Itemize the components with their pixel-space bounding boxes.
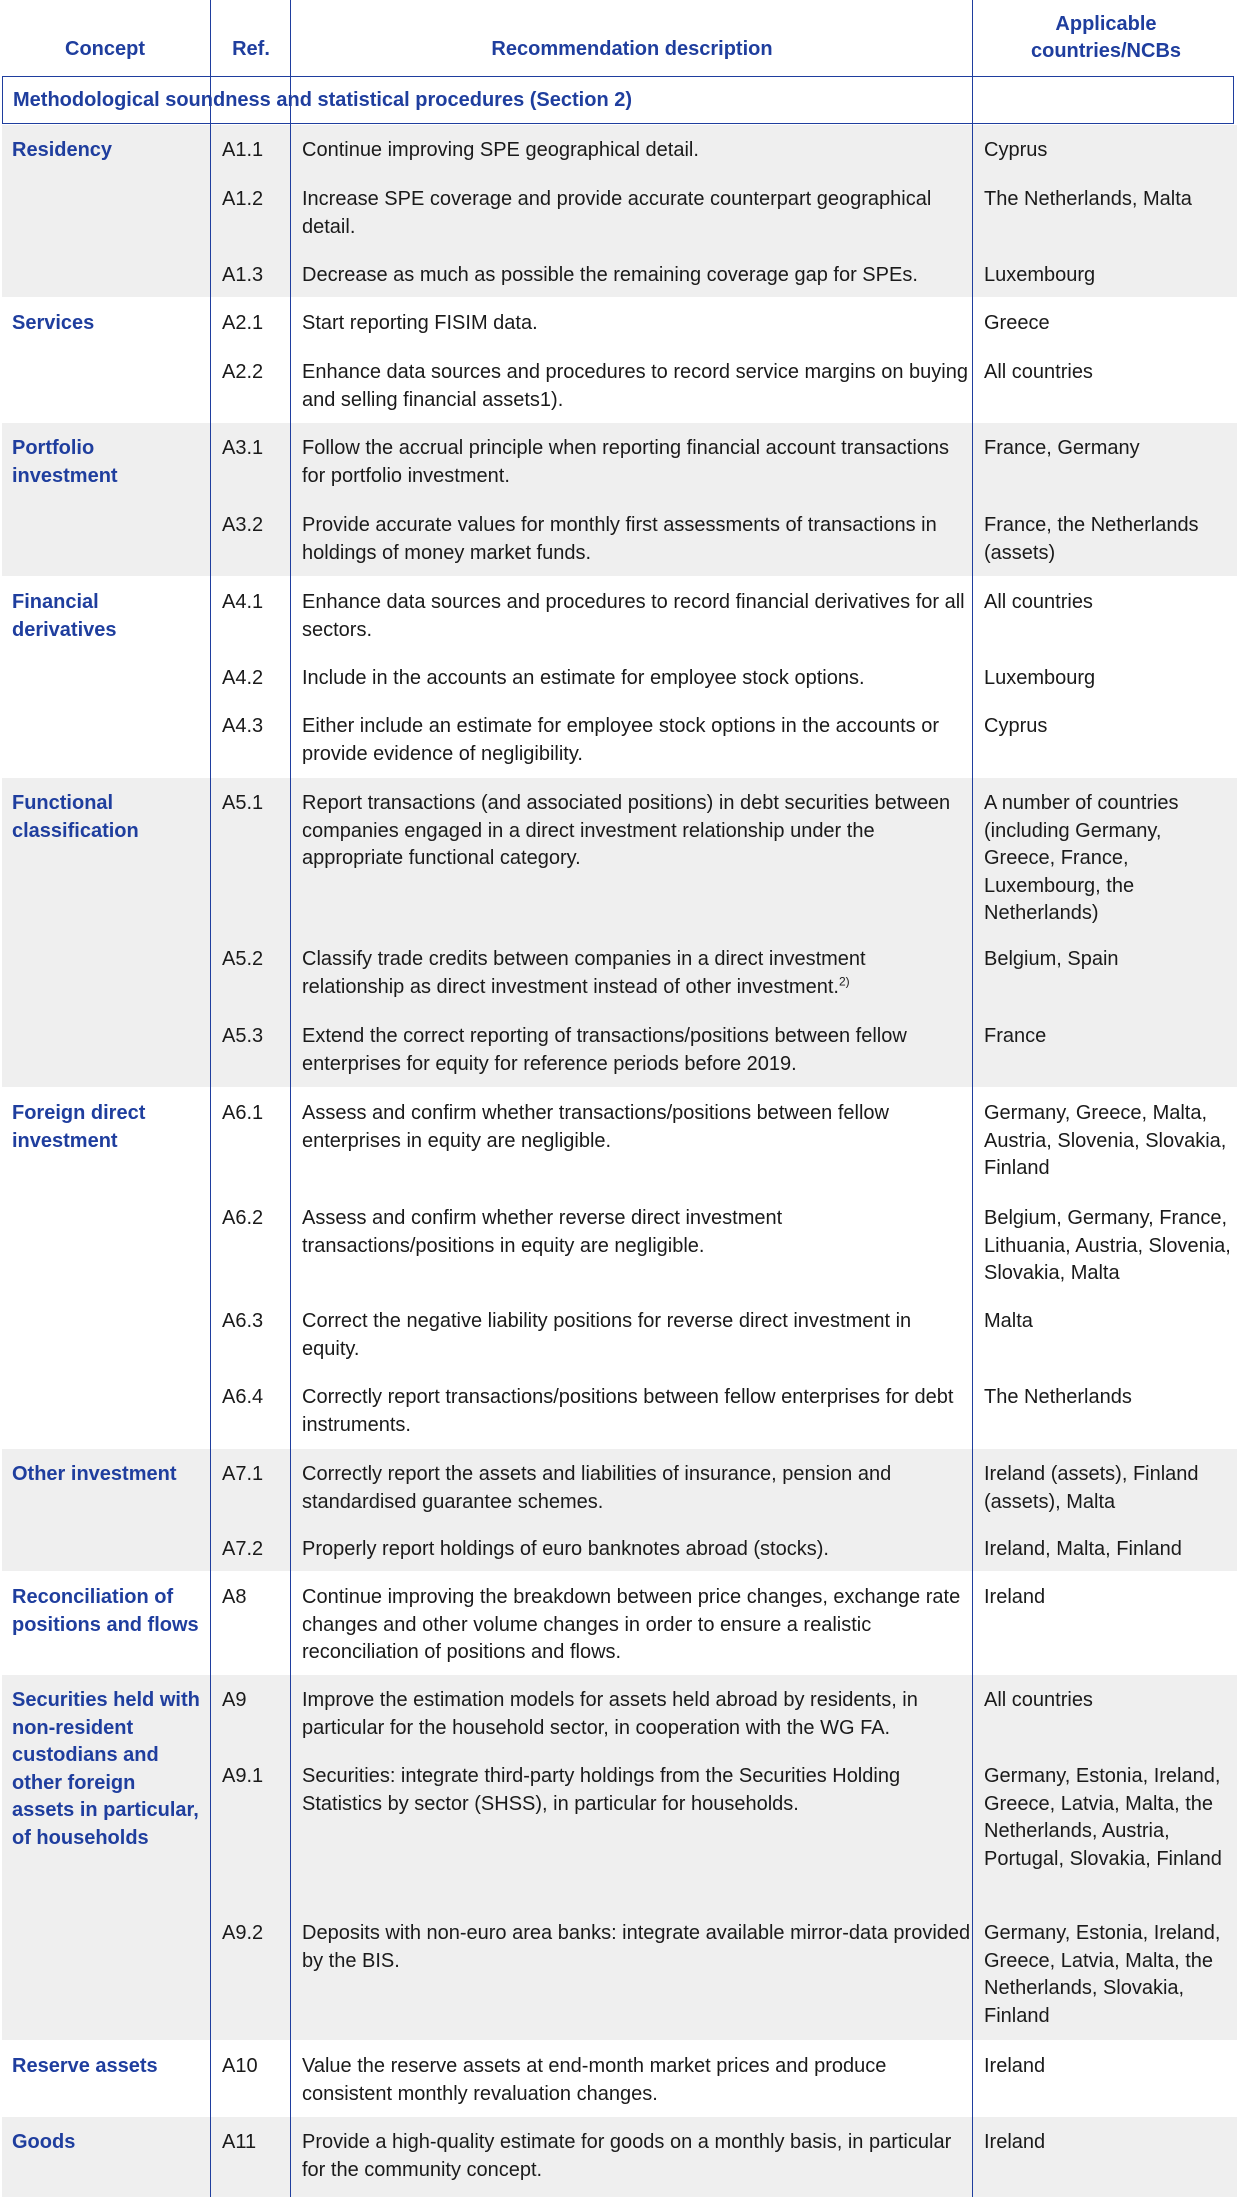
ref-code: A2.1: [222, 312, 264, 334]
concept-group: [2, 298, 1237, 422]
applicable-countries: Malta: [984, 1310, 1033, 1332]
applicable-countries: All countries: [984, 361, 1093, 383]
header-countries-line2: countries/NCBs: [1030, 40, 1182, 62]
applicable-countries: Luxembourg: [984, 667, 1096, 689]
recommendation-description: Provide a high-quality estimate for goods on a monthly basis, in particular for the community concept.: [302, 2131, 952, 2181]
applicable-countries: Luxembourg: [984, 264, 1096, 286]
concept-group: [2, 2041, 1237, 2116]
concept-group: [2, 2117, 1237, 2197]
applicable-countries: France, Germany: [984, 437, 1140, 459]
header-countries-line1: Applicable: [1055, 13, 1157, 35]
ref-code: A9: [222, 1689, 247, 1711]
ref-code: A2.2: [222, 361, 264, 383]
concept-group: [2, 1088, 1237, 1448]
recommendation-description: Follow the accrual principle when reporting financial account transactions for portfolio investment.: [302, 437, 950, 487]
concept-group: [2, 1572, 1237, 1674]
column-divider: [290, 0, 291, 2197]
recommendation-description: Start reporting FISIM data.: [302, 312, 538, 334]
concept-group: [2, 125, 1237, 297]
concept-label: Reserve assets: [12, 2055, 158, 2077]
ref-code: A9.1: [222, 1765, 264, 1787]
recommendation-description: Enhance data sources and procedures to record financial derivatives for all sectors.: [302, 591, 965, 641]
applicable-countries: Belgium, Germany, France, Lithuania, Austria, Slovenia, Slovakia, Malta: [984, 1207, 1231, 1284]
applicable-countries: Cyprus: [984, 715, 1048, 737]
applicable-countries: Cyprus: [984, 139, 1048, 161]
concept-label: Functional classification: [12, 792, 139, 842]
recommendation-description: Deposits with non-euro area banks: integrate available mirror-data provided by the BIS.: [302, 1922, 971, 1972]
ref-code: A5.1: [222, 792, 264, 814]
ref-code: A4.1: [222, 591, 264, 613]
applicable-countries: Germany, Greece, Malta, Austria, Slovenia, Slovakia, Finland: [984, 1102, 1227, 1179]
applicable-countries: Ireland: [984, 1586, 1046, 1608]
recommendation-description: Include in the accounts an estimate for employee stock options.: [302, 667, 865, 689]
header-concept: Concept: [65, 38, 145, 60]
applicable-countries: The Netherlands: [984, 1386, 1132, 1408]
applicable-countries: Ireland, Malta, Finland: [984, 1538, 1182, 1560]
table-header: [0, 0, 1240, 75]
concept-group: [2, 1675, 1237, 2040]
ref-code: A1.2: [222, 188, 264, 210]
recommendation-description: Correct the negative liability positions for reverse direct investment in equity.: [302, 1310, 912, 1360]
recommendation-description: Extend the correct reporting of transactions/positions between fellow enterprises for equity for reference periods before 2019.: [302, 1025, 907, 1075]
applicable-countries: France: [984, 1025, 1047, 1047]
applicable-countries: Ireland: [984, 2131, 1046, 2153]
recommendation-description: Decrease as much as possible the remaining coverage gap for SPEs.: [302, 264, 918, 286]
ref-code: A7.2: [222, 1538, 264, 1560]
concept-group: [2, 778, 1237, 1087]
applicable-countries: Ireland (assets), Finland (assets), Malta: [984, 1463, 1199, 1513]
header-countries: [974, 11, 1238, 65]
ref-code: A8: [222, 1586, 247, 1608]
concept-label: Services: [12, 312, 95, 334]
applicable-countries: Germany, Estonia, Ireland, Greece, Latvia, Malta, the Netherlands, Slovakia, Finland: [984, 1922, 1221, 2027]
recommendation-description: Correctly report the assets and liabilities of insurance, pension and standardised guarantee schemes.: [302, 1463, 892, 1513]
recommendation-description: Value the reserve assets at end-month market prices and produce consistent monthly revaluation changes.: [302, 2055, 887, 2105]
recommendation-description: Securities: integrate third-party holdings from the Securities Holding Statistics by sector (SHSS), in particular for households.: [302, 1765, 901, 1815]
description-text: Classify trade credits between companies in a direct investment relationship as direct investment instead of other investment.: [302, 948, 866, 998]
ref-code: A5.3: [222, 1025, 264, 1047]
recommendation-description: Continue improving the breakdown between price changes, exchange rate changes and other volume changes in order to ensure a realistic reconciliation of positions and flows.: [302, 1586, 961, 1663]
recommendation-description: Assess and confirm whether transactions/positions between fellow enterprises in equity are negligible.: [302, 1102, 889, 1152]
ref-code: A1.1: [222, 139, 264, 161]
applicable-countries: The Netherlands, Malta: [984, 188, 1192, 210]
ref-code: A6.3: [222, 1310, 264, 1332]
applicable-countries: Ireland: [984, 2055, 1046, 2077]
recommendation-description: Provide accurate values for monthly first assessments of transactions in holdings of money market funds.: [302, 514, 937, 564]
recommendation-description: Report transactions (and associated positions) in debt securities between companies engaged in a direct investment relationship under the appropriate functional category.: [302, 792, 951, 869]
applicable-countries: France, the Netherlands (assets): [984, 514, 1199, 564]
ref-code: A6.4: [222, 1386, 264, 1408]
concept-label: Other investment: [12, 1463, 177, 1485]
concept-label: Portfolio investment: [12, 437, 118, 487]
applicable-countries: A number of countries (including Germany, Greece, France, Luxembourg, the Netherlands): [984, 792, 1179, 924]
ref-code: A3.2: [222, 514, 264, 536]
footnote-marker: 2): [838, 973, 850, 988]
concept-label: Securities held with non-resident custodians and other foreign assets in particular, of households: [12, 1689, 200, 1849]
recommendation-description: Properly report holdings of euro banknotes abroad (stocks).: [302, 1538, 829, 1560]
recommendation-description: Increase SPE coverage and provide accurate counterpart geographical detail.: [302, 188, 932, 238]
concept-group: [2, 577, 1237, 777]
recommendation-description: [302, 946, 972, 1001]
ref-code: A11: [222, 2131, 257, 2153]
recommendation-description: Assess and confirm whether reverse direct investment transactions/positions in equity are negligible.: [302, 1207, 783, 1257]
recommendation-description: Improve the estimation models for assets held abroad by residents, in particular for the household sector, in cooperation with the WG FA.: [302, 1689, 918, 1739]
ref-code: A4.2: [222, 667, 264, 689]
column-divider: [972, 0, 973, 2197]
ref-code: A9.2: [222, 1922, 264, 1944]
concept-label: Foreign direct investment: [12, 1102, 146, 1152]
concept-label: Goods: [12, 2131, 76, 2153]
header-ref: Ref.: [232, 38, 270, 60]
recommendation-description: Continue improving SPE geographical detail.: [302, 139, 699, 161]
applicable-countries: Germany, Estonia, Ireland, Greece, Latvia, Malta, the Netherlands, Austria, Portugal, Slovakia, Finland: [984, 1765, 1222, 1870]
ref-code: A5.2: [222, 948, 264, 970]
applicable-countries: All countries: [984, 591, 1093, 613]
ref-code: A10: [222, 2055, 258, 2077]
ref-code: A3.1: [222, 437, 264, 459]
section-heading: Methodological soundness and statistical procedures (Section 2): [2, 76, 1234, 124]
recommendation-description: Correctly report transactions/positions between fellow enterprises for debt instruments.: [302, 1386, 954, 1436]
concept-group: [2, 423, 1237, 576]
concept-label: Financial derivatives: [12, 591, 117, 641]
ref-code: A6.2: [222, 1207, 264, 1229]
concept-label: Residency: [12, 139, 113, 161]
applicable-countries: Greece: [984, 312, 1050, 334]
ref-code: A4.3: [222, 715, 264, 737]
applicable-countries: Belgium, Spain: [984, 948, 1119, 970]
header-description: Recommendation description: [491, 38, 773, 60]
ref-code: A1.3: [222, 264, 264, 286]
concept-label: Reconciliation of positions and flows: [12, 1586, 199, 1636]
applicable-countries: All countries: [984, 1689, 1093, 1711]
column-divider: [210, 0, 211, 2197]
recommendation-description: Either include an estimate for employee stock options in the accounts or provide evidence of negligibility.: [302, 715, 940, 765]
recommendation-description: Enhance data sources and procedures to record service margins on buying and selling financial assets1).: [302, 361, 968, 411]
concept-group: [2, 1449, 1237, 1571]
ref-code: A7.1: [222, 1463, 264, 1485]
ref-code: A6.1: [222, 1102, 264, 1124]
